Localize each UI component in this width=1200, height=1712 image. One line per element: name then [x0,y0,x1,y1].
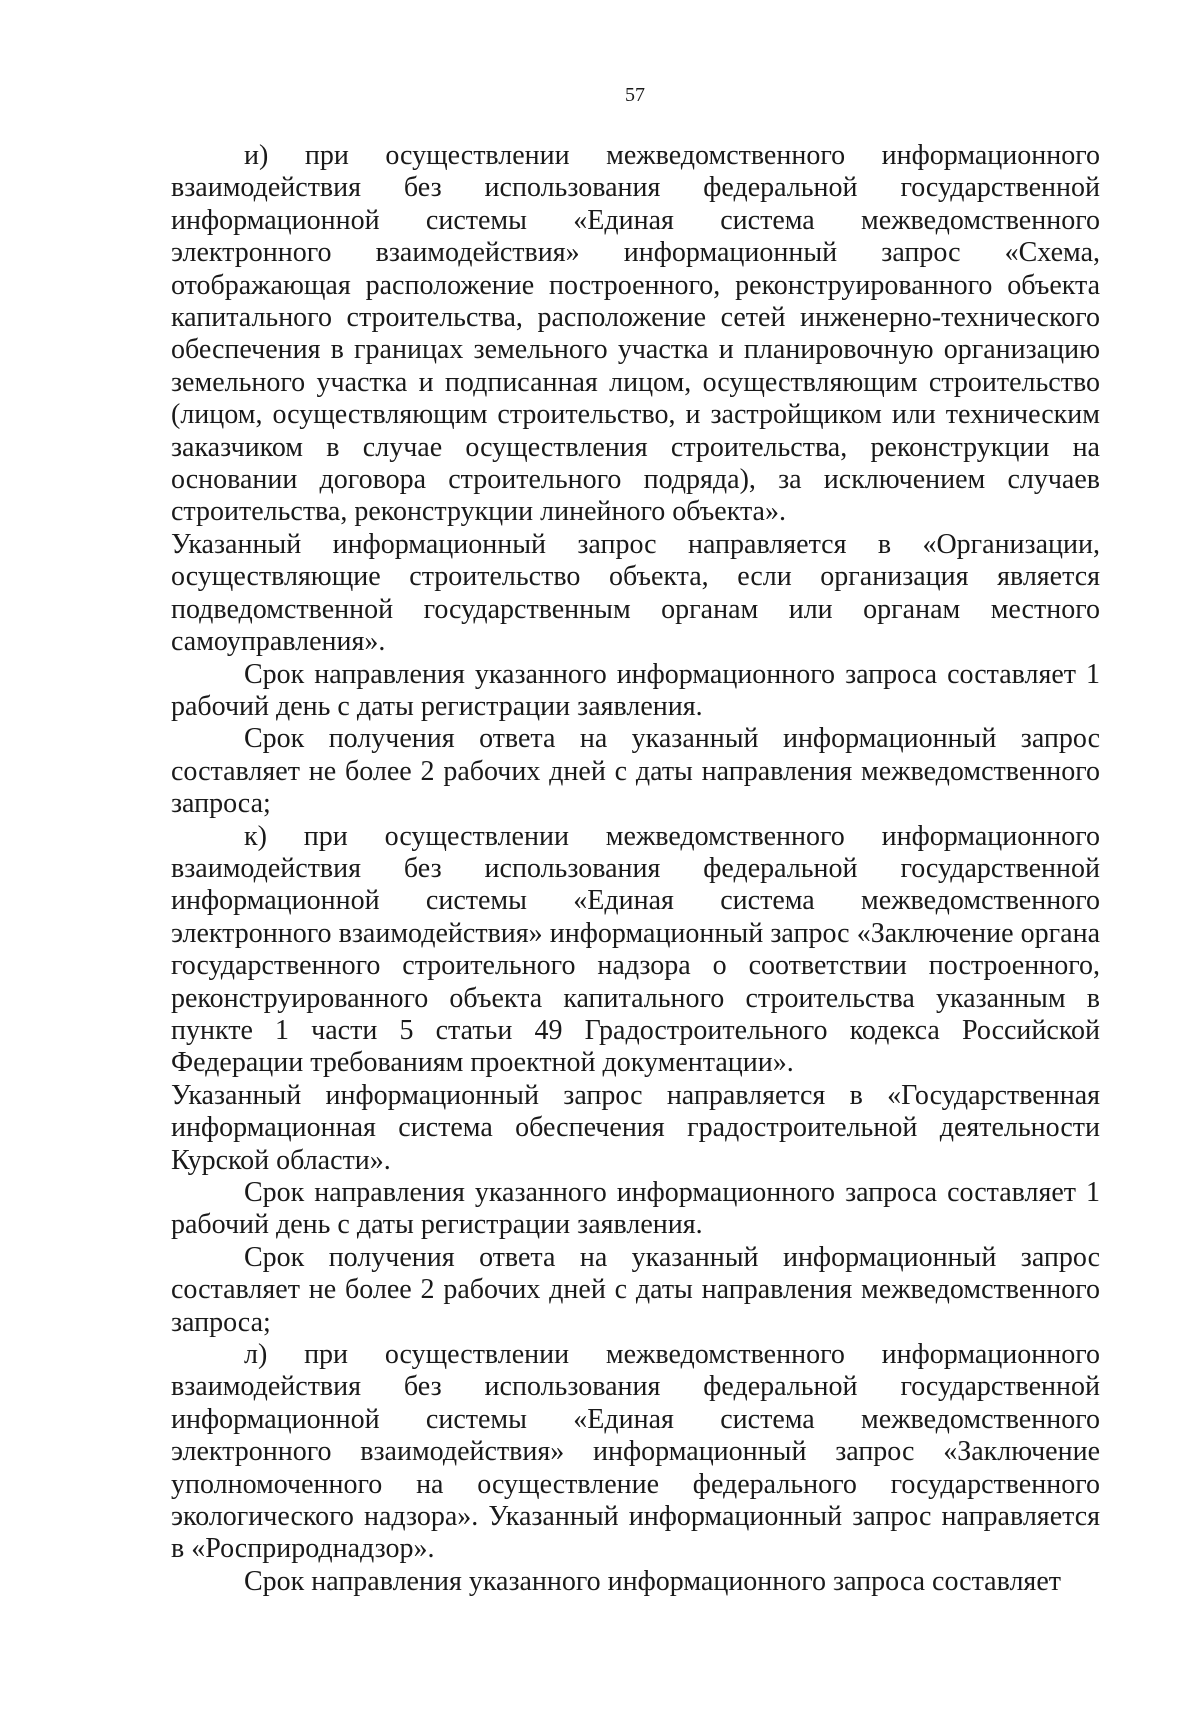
paragraph-send-deadline: Срок направления указанного информационного запроса составляет 1 рабочий день с даты регистрации заявления. [171,1177,1100,1241]
document-body [171,140,1100,1598]
paragraph-item-i: и) при осуществлении межведомственного информационного взаимодействия без использования федеральной государственной информационной системы «Единая система межведомственного электронного взаимодействия» информационный запрос «Схема, отображающая расположение построенного, реконструированного объекта капитального строительства, расположение сетей инженерно-технического обеспечения в границах земельного участка и планировочную организацию земельного участка и подписанная лицом, осуществляющим строительство (лицом, осуществляющим строительство, и застройщиком или техническим заказчиком в случае осуществления строительства, реконструкции на основании договора строительного подряда), за исключением случаев строительства, реконструкции линейного объекта». [171,140,1100,528]
page-number: 57 [625,84,645,106]
paragraph-response-deadline: Срок получения ответа на указанный информационный запрос составляет не более 2 рабочих дней с даты направления межведомственного запроса; [171,1241,1100,1338]
paragraph-item-k: к) при осуществлении межведомственного информационного взаимодействия без использования федеральной государственной информационной системы «Единая система межведомственного электронного взаимодействия» информационный запрос «Заключение органа государственного строительного надзора о соответствии построенного, реконструированного объекта капитального строительства указанным в пункте 1 части 5 статьи 49 Градостроительного кодекса Российской Федерации требованиям проектной документации». [171,820,1100,1079]
paragraph-request-recipient: Указанный информационный запрос направляется в «Государственная информационная система обеспечения градостроительной деятельности Курской области». [171,1079,1100,1176]
paragraph-request-recipient: Указанный информационный запрос направляется в «Организации, осуществляющие строительство объекта, если организация является подведомственной государственным органам или органам местного самоуправления». [171,528,1100,658]
paragraph-send-deadline: Срок направления указанного информационного запроса составляет [244,1565,1061,1597]
paragraph-item-l: л) при осуществлении межведомственного информационного взаимодействия без использования федеральной государственной информационной системы «Единая система межведомственного электронного взаимодействия» информационный запрос «Заключение уполномоченного на осуществление федерального государственного экологического надзора». Указанный информационный запрос направляется в «Росприроднадзор». [171,1339,1100,1565]
paragraph-response-deadline: Срок получения ответа на указанный информационный запрос составляет не более 2 рабочих дней с даты направления межведомственного запроса; [171,723,1100,820]
paragraph-send-deadline: Срок направления указанного информационного запроса составляет 1 рабочий день с даты регистрации заявления. [171,658,1100,722]
